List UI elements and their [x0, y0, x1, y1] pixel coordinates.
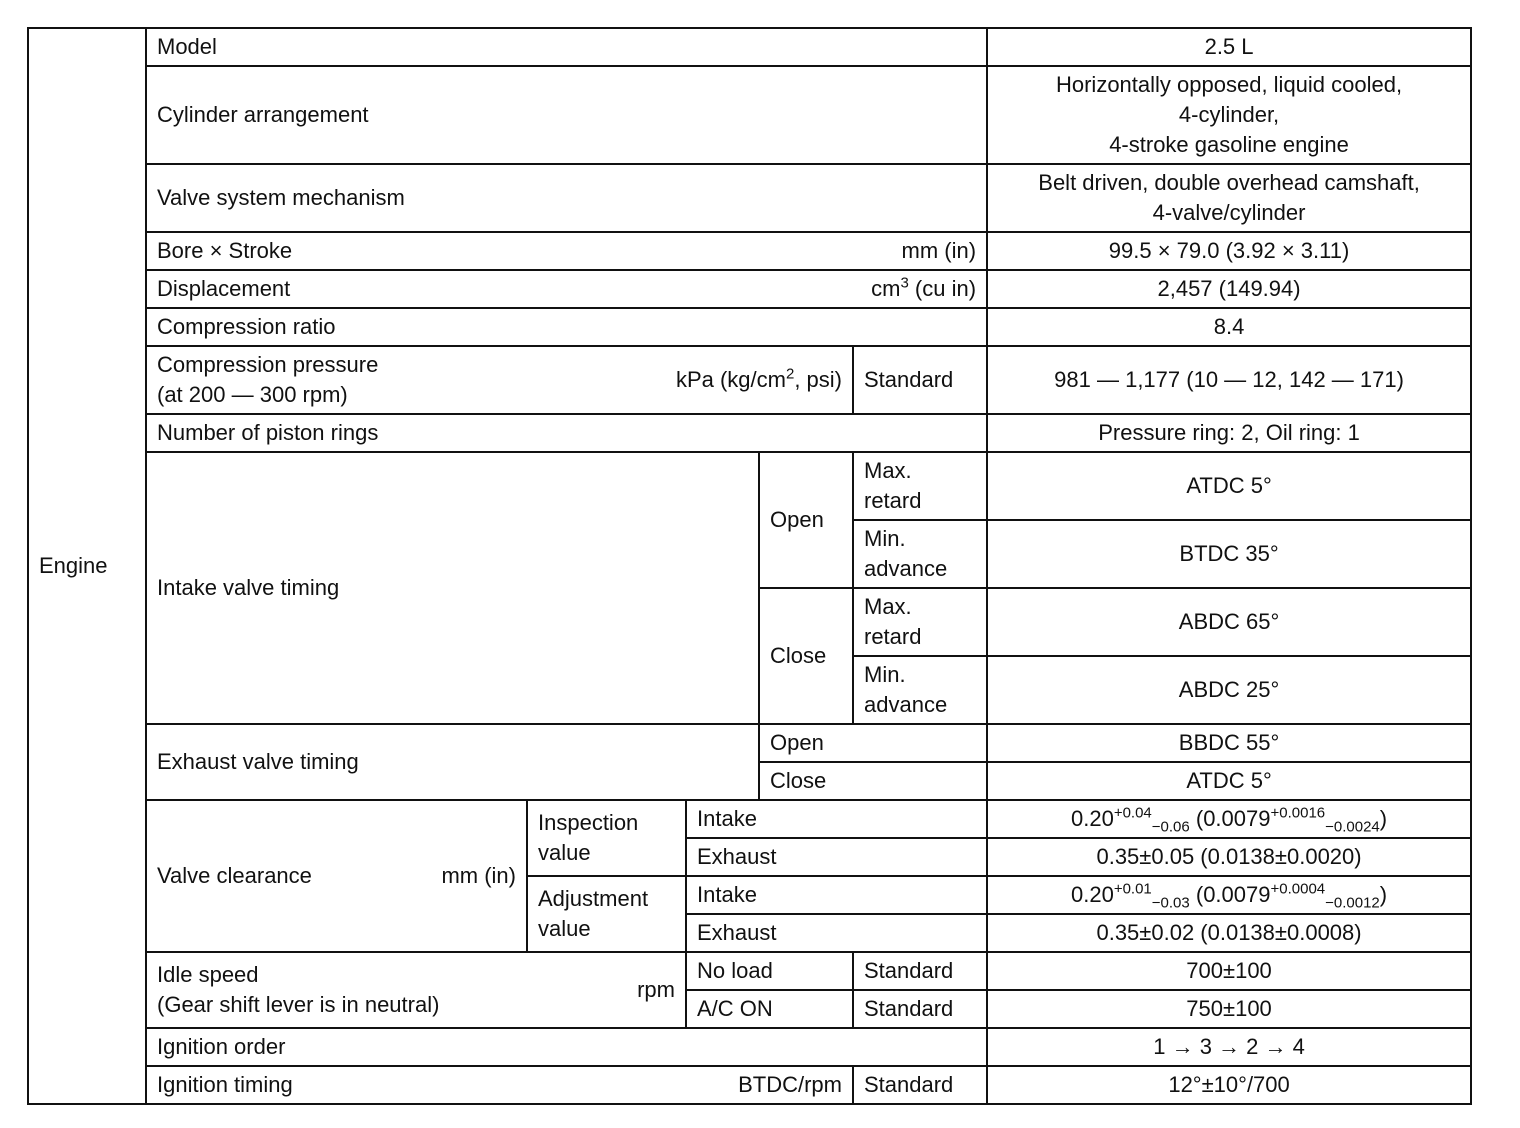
- exhaust-open-value: BBDC 55°: [987, 724, 1471, 762]
- valve-system-value: Belt driven, double overhead camshaft, 4-valve/cylinder: [987, 164, 1471, 232]
- idle-speed-label: Idle speed (Gear shift lever is in neutral) rpm: [146, 952, 686, 1028]
- row-intake-open-max: [28, 452, 1471, 520]
- valve-system-label: Valve system mechanism: [146, 164, 987, 232]
- valve-clearance-unit: mm (in): [441, 863, 516, 888]
- inspection-intake-value: $0.20^{+0.04}_{-0.06}$ $(0.0079^{+0.0016}_{-0.0024})$: [987, 800, 1471, 838]
- inspection-exhaust-value: 0.35±0.05 (0.0138±0.0020): [987, 838, 1471, 876]
- compression-ratio-value: 8.4: [987, 308, 1471, 346]
- displacement-unit: $cm^3$ (cu in): [871, 274, 977, 301]
- inspection-exhaust-label: Exhaust: [686, 838, 987, 876]
- row-idle-noload: [28, 952, 1471, 990]
- exhaust-close-label: Close: [759, 762, 987, 800]
- adjustment-intake-value: $0.20^{+0.01}_{-0.03}$ $(0.0079^{+0.0004}_{-0.0012})$: [987, 876, 1471, 914]
- exhaust-open-label: Open: [759, 724, 987, 762]
- ignition-order-value: 1 → 3 → 2 → 4: [987, 1028, 1471, 1066]
- row-exhaust-open: [28, 724, 1471, 762]
- row-displacement: [28, 270, 1471, 308]
- intake-open-min-value: BTDC 35°: [987, 520, 1471, 588]
- adjustment-value-label: Adjustment value: [527, 876, 686, 952]
- compression-ratio-label: Compression ratio: [146, 308, 987, 346]
- intake-open-label: Open: [759, 452, 853, 588]
- intake-close-max-value: ABDC 65°: [987, 588, 1471, 656]
- inspection-intake-label: Intake: [686, 800, 987, 838]
- row-clearance-inspection-intake: [28, 800, 1471, 838]
- intake-timing-label: Intake valve timing: [146, 452, 759, 724]
- row-ignition-timing: [28, 1066, 1471, 1104]
- row-compression-ratio: [28, 308, 1471, 346]
- ignition-timing-label: Ignition timing BTDC/rpm: [146, 1066, 853, 1104]
- ignition-order-label: Ignition order: [146, 1028, 987, 1066]
- displacement-label: Displacement $cm^3$ (cu in): [146, 270, 987, 308]
- row-cylinder-arrangement: [28, 66, 1471, 164]
- row-model: [28, 28, 1471, 66]
- engine-spec-table: [27, 27, 1472, 1105]
- intake-open-min-label: Min. advance: [853, 520, 987, 588]
- engine-category-label: Engine: [28, 28, 146, 1104]
- idle-ac-label: A/C ON: [686, 990, 853, 1028]
- idle-ac-value: 750±100: [987, 990, 1471, 1028]
- exhaust-close-value: ATDC 5°: [987, 762, 1471, 800]
- idle-noload-label: No load: [686, 952, 853, 990]
- idle-noload-qualifier: Standard: [853, 952, 987, 990]
- ignition-timing-unit: BTDC/rpm: [738, 1072, 842, 1097]
- intake-close-min-value: ABDC 25°: [987, 656, 1471, 724]
- compression-pressure-label: Compression pressure (at 200 — 300 rpm) kPa ($kg/cm^2$, psi): [146, 346, 853, 414]
- row-piston-rings: [28, 414, 1471, 452]
- intake-open-max-value: ATDC 5°: [987, 452, 1471, 520]
- inspection-value-label: Inspection value: [527, 800, 686, 876]
- cylinder-arrangement-label: Cylinder arrangement: [146, 66, 987, 164]
- adjustment-exhaust-value: 0.35±0.02 (0.0138±0.0008): [987, 914, 1471, 952]
- intake-close-label: Close: [759, 588, 853, 724]
- bore-stroke-unit: mm (in): [901, 238, 977, 263]
- piston-rings-label: Number of piston rings: [146, 414, 987, 452]
- row-ignition-order: [28, 1028, 1471, 1066]
- compression-pressure-qualifier: Standard: [853, 346, 987, 414]
- displacement-value: 2,457 (149.94): [987, 270, 1471, 308]
- row-valve-system: [28, 164, 1471, 232]
- bore-stroke-value: 99.5 × 79.0 (3.92 × 3.11): [987, 232, 1471, 270]
- idle-speed-unit: rpm: [637, 977, 675, 1002]
- ignition-timing-value: 12°±10°/700: [987, 1066, 1471, 1104]
- intake-open-max-label: Max. retard: [853, 452, 987, 520]
- idle-ac-qualifier: Standard: [853, 990, 987, 1028]
- intake-close-min-label: Min. advance: [853, 656, 987, 724]
- row-bore-stroke: [28, 232, 1471, 270]
- model-label: Model: [146, 28, 987, 66]
- ignition-timing-qualifier: Standard: [853, 1066, 987, 1104]
- model-value: 2.5 L: [987, 28, 1471, 66]
- exhaust-timing-label: Exhaust valve timing: [146, 724, 759, 800]
- row-compression-pressure: [28, 346, 1471, 414]
- adjustment-intake-label: Intake: [686, 876, 987, 914]
- cylinder-arrangement-value: Horizontally opposed, liquid cooled, 4-cylinder, 4-stroke gasoline engine: [987, 66, 1471, 164]
- piston-rings-value: Pressure ring: 2, Oil ring: 1: [987, 414, 1471, 452]
- valve-clearance-label: Valve clearance mm (in): [146, 800, 527, 952]
- compression-pressure-unit: kPa ($kg/cm^2$, psi): [675, 365, 842, 392]
- intake-close-max-label: Max. retard: [853, 588, 987, 656]
- bore-stroke-label: Bore × Stroke mm (in): [146, 232, 987, 270]
- idle-noload-value: 700±100: [987, 952, 1471, 990]
- adjustment-exhaust-label: Exhaust: [686, 914, 987, 952]
- compression-pressure-value: 981 — 1,177 (10 — 12, 142 — 171): [987, 346, 1471, 414]
